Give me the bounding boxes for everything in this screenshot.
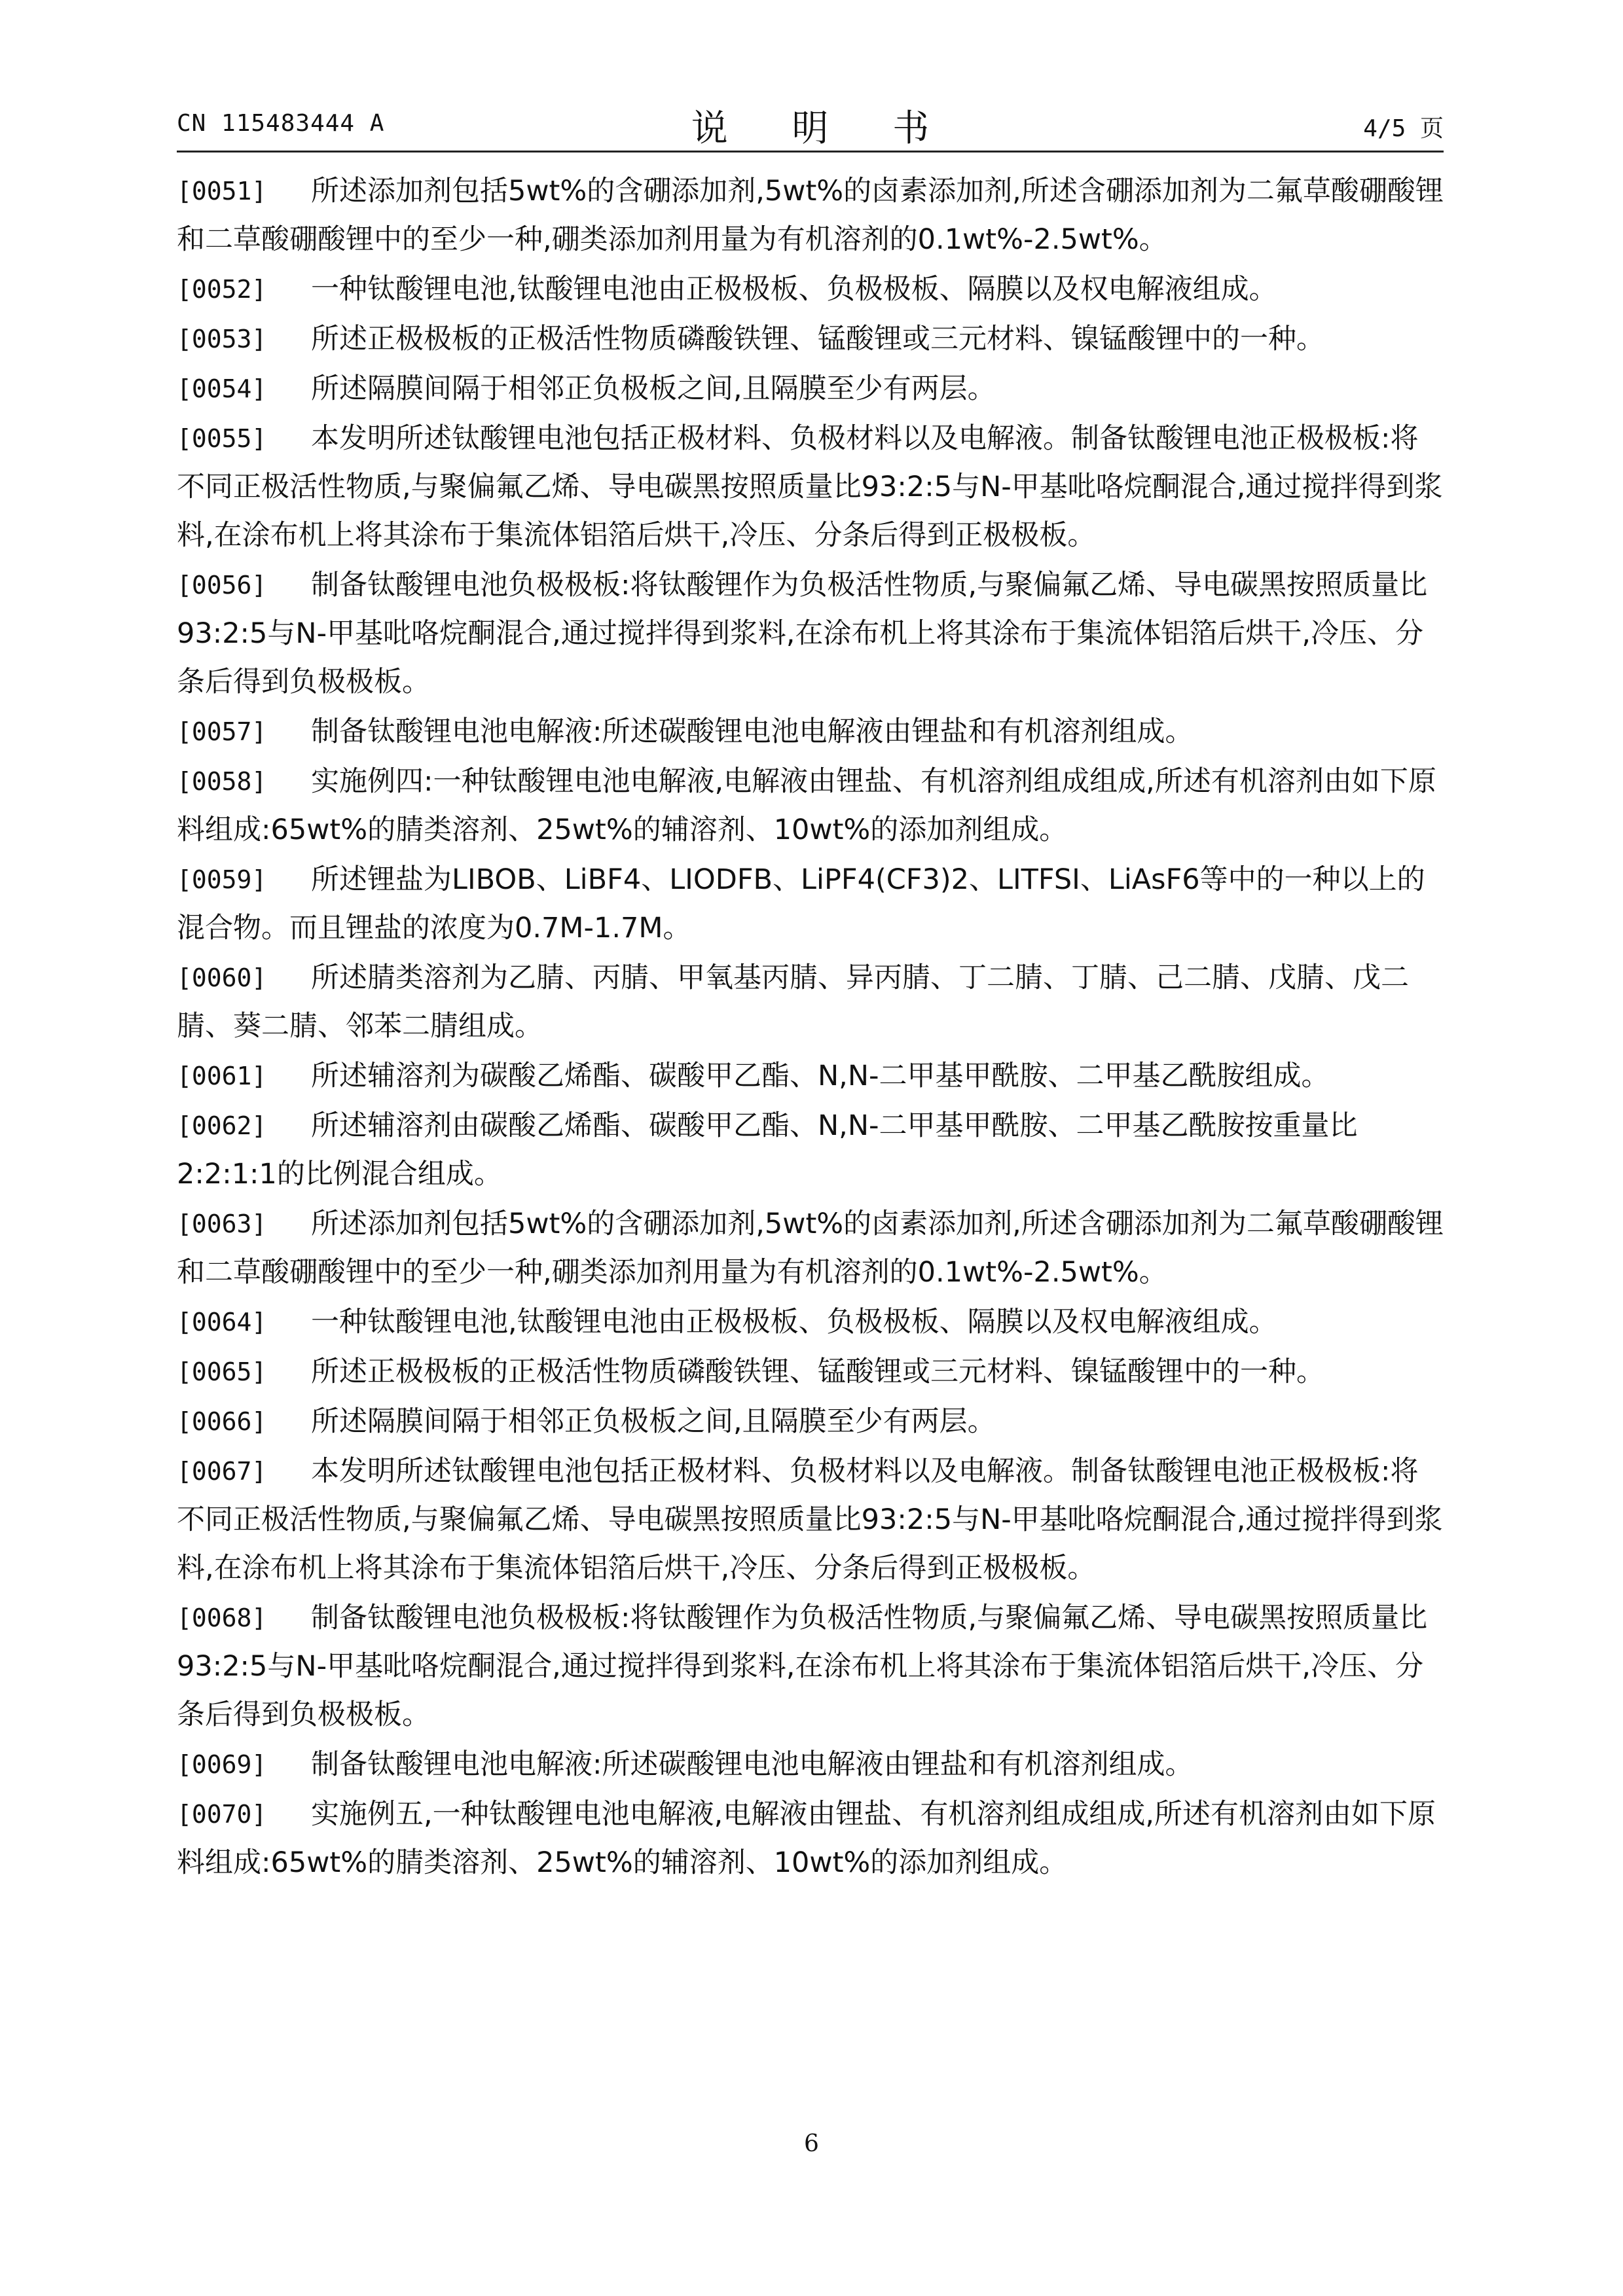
paragraph [177,1348,1444,1396]
paragraph [177,561,1444,706]
paragraph-number: [0060] [177,963,267,992]
paragraph-text: 所述隔膜间隔于相邻正负极板之间,且隔膜至少有两层。 [311,1405,996,1438]
paragraph-text: 实施例五,一种钛酸锂电池电解液,电解液由锂盐、有机溶剂组成组成,所述有机溶剂由如下原料组成:65wt%的腈类溶剂、25wt%的辅溶剂、10wt%的添加剂组成。 [177,1798,1436,1879]
paragraph [177,1298,1444,1346]
paragraph-text: 一种钛酸锂电池,钛酸锂电池由正极极板、负极极板、隔膜以及权电解液组成。 [311,273,1277,306]
paragraph [177,1102,1444,1198]
document-title: 说 明 书 [691,107,956,150]
paragraph-text: 本发明所述钛酸锂电池包括正极材料、负极材料以及电解液。制备钛酸锂电池正极极板:将不同正极活性物质,与聚偏氟乙烯、导电碳黑按照质量比93:2:5与N-甲基吡咯烷酮混合,通过搅拌得到浆料,在涂布机上将其涂布于集流体铝箔后烘干,冷压、分条后得到正极极板。 [177,422,1443,552]
paragraph-number: [0059] [177,865,267,894]
paragraph [177,757,1444,854]
paragraph-number: [0055] [177,424,267,453]
paragraph [177,265,1444,314]
paragraph-text: 实施例四:一种钛酸锂电池电解液,电解液由锂盐、有机溶剂组成组成,所述有机溶剂由如下原料组成:65wt%的腈类溶剂、25wt%的辅溶剂、10wt%的添加剂组成。 [177,765,1436,846]
paragraph-text: 制备钛酸锂电池负极极板:将钛酸锂作为负极活性物质,与聚偏氟乙烯、导电碳黑按照质量比93:2:5与N-甲基吡咯烷酮混合,通过搅拌得到浆料,在涂布机上将其涂布于集流体铝箔后烘干,冷压、分条后得到负极极板。 [177,1602,1428,1731]
paragraph-text: 制备钛酸锂电池电解液:所述碳酸锂电池电解液由锂盐和有机溶剂组成。 [311,1748,1194,1781]
paragraph-number: [0064] [177,1308,267,1336]
paragraph-text: 所述正极极板的正极活性物质磷酸铁锂、锰酸锂或三元材料、镍锰酸锂中的一种。 [311,1355,1324,1388]
paragraph [177,1052,1444,1100]
paragraph-number: [0067] [177,1457,267,1486]
paragraph-text: 所述辅溶剂由碳酸乙烯酯、碳酸甲乙酯、N,N-二甲基甲酰胺、二甲基乙酰胺按重量比2:2:1:1的比例混合组成。 [177,1109,1358,1191]
paragraph-number: [0056] [177,571,267,600]
paragraph [177,855,1444,952]
paragraph-number: [0063] [177,1210,267,1238]
paragraph-number: [0062] [177,1111,267,1140]
paragraph-number: [0065] [177,1357,267,1386]
paragraph-number: [0069] [177,1750,267,1779]
paragraph [177,365,1444,413]
paragraph-text: 所述锂盐为LIBOB、LiBF4、LIODFB、LiPF4(CF3)2、LITFSI、LiAsF6等中的一种以上的混合物。而且锂盐的浓度为0.7M-1.7M。 [177,863,1425,944]
paragraph-text: 本发明所述钛酸锂电池包括正极材料、负极材料以及电解液。制备钛酸锂电池正极极板:将不同正极活性物质,与聚偏氟乙烯、导电碳黑按照质量比93:2:5与N-甲基吡咯烷酮混合,通过搅拌得到浆料,在涂布机上将其涂布于集流体铝箔后烘干,冷压、分条后得到正极极板。 [177,1455,1443,1585]
paragraph-text: 所述腈类溶剂为乙腈、丙腈、甲氧基丙腈、异丙腈、丁二腈、丁腈、己二腈、戊腈、戊二腈、葵二腈、邻苯二腈组成。 [177,961,1409,1043]
paragraph-number: [0061] [177,1062,267,1090]
paragraph [177,1594,1444,1739]
paragraph-number: [0053] [177,325,267,353]
paragraph-text: 制备钛酸锂电池电解液:所述碳酸锂电池电解液由锂盐和有机溶剂组成。 [311,715,1194,748]
paragraph-text: 所述添加剂包括5wt%的含硼添加剂,5wt%的卤素添加剂,所述含硼添加剂为二氟草酸硼酸锂和二草酸硼酸锂中的至少一种,硼类添加剂用量为有机溶剂的0.1wt%-2.5wt%。 [177,1208,1444,1289]
paragraph-number: [0051] [177,177,267,206]
paragraph-number: [0066] [177,1407,267,1436]
page-header [177,98,1444,151]
paragraph [177,1200,1444,1297]
paragraph [177,1447,1444,1592]
paragraph-text: 所述正极极板的正极活性物质磷酸铁锂、锰酸锂或三元材料、镍锰酸锂中的一种。 [311,323,1324,355]
paragraph [177,414,1444,560]
paragraph-number: [0070] [177,1800,267,1829]
paragraph-number: [0068] [177,1604,267,1632]
paragraph-text: 所述隔膜间隔于相邻正负极板之间,且隔膜至少有两层。 [311,372,996,405]
paragraph [177,315,1444,363]
paragraph-text: 一种钛酸锂电池,钛酸锂电池由正极极板、负极极板、隔膜以及权电解液组成。 [311,1306,1277,1338]
description-body [177,167,1444,1888]
paragraph-number: [0058] [177,767,267,796]
paragraph-number: [0052] [177,275,267,304]
paragraph [177,1397,1444,1446]
paragraph [177,167,1444,264]
page-number: 6 [804,2130,819,2157]
paragraph-number: [0057] [177,717,267,746]
paragraph [177,708,1444,756]
page-indicator: 4/5 页 [1363,115,1444,142]
paragraph-number: [0054] [177,374,267,403]
paragraph [177,954,1444,1050]
document-number: CN 115483444 A [177,110,385,137]
paragraph [177,1790,1444,1887]
paragraph-text: 所述辅溶剂为碳酸乙烯酯、碳酸甲乙酯、N,N-二甲基甲酰胺、二甲基乙酰胺组成。 [311,1060,1330,1092]
header-rule [177,151,1444,152]
paragraph [177,1740,1444,1789]
paragraph-text: 制备钛酸锂电池负极极板:将钛酸锂作为负极活性物质,与聚偏氟乙烯、导电碳黑按照质量比93:2:5与N-甲基吡咯烷酮混合,通过搅拌得到浆料,在涂布机上将其涂布于集流体铝箔后烘干,冷压、分条后得到负极极板。 [177,569,1428,698]
paragraph-text: 所述添加剂包括5wt%的含硼添加剂,5wt%的卤素添加剂,所述含硼添加剂为二氟草酸硼酸锂和二草酸硼酸锂中的至少一种,硼类添加剂用量为有机溶剂的0.1wt%-2.5wt%。 [177,175,1444,256]
